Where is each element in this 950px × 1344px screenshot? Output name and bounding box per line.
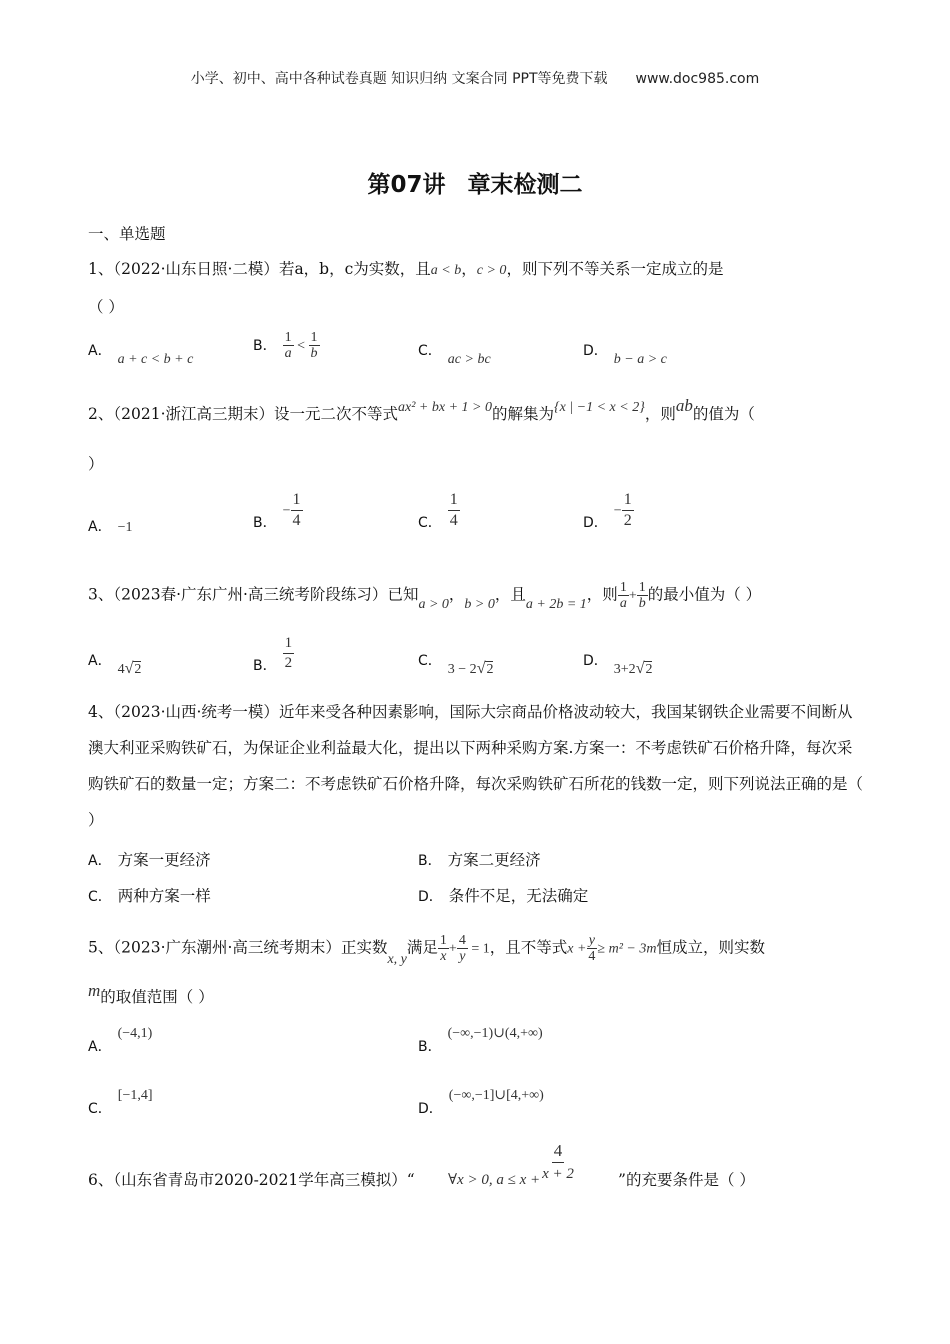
q5-option-b-math: (−∞,−1)∪(4,+∞) (447, 1026, 543, 1041)
q3-text-b: ， (448, 585, 465, 604)
q6-number: 6、 (88, 1171, 114, 1189)
q1-text-a: 若a，b，c为实数，且 (278, 260, 431, 278)
title-lecture: 第07讲 (367, 172, 446, 198)
q3-text-a: 已知 (387, 585, 419, 604)
q1-number: 1、 (88, 260, 114, 278)
q2-text-d: 的值为（ (692, 405, 755, 423)
q4-option-b[interactable]: B． 方案二更经济 (418, 851, 541, 869)
q6-condition: ∀x > 0, a ≤ x + $\frac{4}{x + 2}$ (448, 1141, 574, 1188)
q4-option-a[interactable]: A． 方案一更经济 (88, 851, 211, 869)
q5-option-c[interactable]: C．[−1,4] (88, 1088, 153, 1117)
q6-quote-close: ”的充要条件是（ ） (618, 1171, 755, 1189)
q5-option-a-math: (−4,1) (117, 1026, 153, 1041)
q1-cond-b: c > 0 (476, 263, 507, 278)
q4-source: （2023·山西·统考一模） (113, 703, 279, 721)
q1-option-a[interactable]: A．a + c < b + c (88, 343, 194, 367)
q6-text: 的充要条件是（ ） (625, 1171, 755, 1189)
q3-cond-a: a > 0 (418, 596, 449, 612)
q1-option-c[interactable]: C．ac > bc (418, 343, 491, 367)
q5-line-2 (88, 981, 868, 1009)
header-url[interactable]: www.doc985.com (635, 71, 760, 87)
question-1 (88, 257, 868, 283)
q4-option-c[interactable]: C． 两种方案一样 (88, 887, 211, 905)
q3-number: 3、 (88, 585, 114, 604)
question-2 (88, 396, 868, 428)
q1-option-d[interactable]: D．b − a > c (583, 343, 667, 367)
q1-source: （2022·山东日照·二模） (113, 260, 279, 278)
q5-source: （2023·广东潮州·高三统考期末） (113, 938, 341, 957)
section-heading: 一、单选题 (88, 225, 166, 243)
q3-cond-c: a + 2b = 1 (525, 596, 587, 612)
q2-solution-set: {x | −1 < x < 2} (554, 400, 645, 415)
q5-text-c: ，且不等式 (489, 938, 568, 957)
page-header (0, 68, 950, 88)
question-3: 3、（2023春·广东广州·高三统考阶段练习）已知a > 0，b > 0，且a + 2b = 1，则 $\frac{1}{a}$ + $\frac{1}{b}$ 的最小值为（ ） (88, 580, 762, 612)
q2-text-a: 设一元二次不等式 (274, 405, 399, 423)
q3-option-c[interactable]: C．3 − 2√2 (418, 653, 494, 677)
q4-option-d[interactable]: D． 条件不足，无法确定 (418, 887, 589, 905)
q5-option-d-math: (−∞,−1]∪[4,+∞) (448, 1088, 544, 1103)
q2-option-b[interactable]: B．− $\frac{1}{4}$ (253, 491, 301, 531)
q1-text-b: ， (461, 260, 477, 278)
q6-source: （山东省青岛市2020-2021学年高三模拟） (113, 1171, 407, 1189)
q1-option-d-math: b − a > c (613, 352, 667, 367)
q3-source: （2023春·广东广州·高三统考阶段练习） (113, 585, 388, 604)
q5-option-c-math: [−1,4] (117, 1088, 153, 1103)
q1-option-b[interactable]: B． $\frac{1}{a}$ < $\frac{1}{b}$ (253, 330, 318, 361)
q1-text-c: ，则下列不等关系一定成立的是 (506, 260, 724, 278)
page-title (0, 166, 950, 199)
q4-number: 4、 (88, 703, 114, 721)
q3-cond-b: b > 0 (464, 596, 495, 612)
q5-text-a: 正实数 (340, 938, 388, 957)
title-topic: 章末检测二 (467, 172, 583, 198)
q4-text: 近年来受各种因素影响，国际大宗商品价格波动较大，我国某钢铁企业需要不间断从澳大利亚采购铁矿石，为保证企业利益最大化，提出以下两种采购方案.方案一：不考虑铁矿石价格升降，每次采购铁矿石的数量一定；方案二：不考虑铁矿石价格升降，每次采购铁矿石所花的钱数一定，则下列说法正确的是（ ） (88, 703, 864, 829)
q1-cond-a: a < b (430, 263, 462, 278)
q2-number: 2、 (88, 405, 114, 423)
q5-option-a[interactable]: A．(−4,1) (88, 1026, 153, 1055)
q3-text-e: 的最小值为（ ） (647, 585, 762, 604)
q6-quote-open: “ (406, 1171, 415, 1189)
q2-option-a[interactable]: A． −1 (88, 519, 133, 535)
q2-option-a-math: −1 (117, 520, 133, 535)
q2-text-b: 的解集为 (491, 405, 554, 423)
q2-option-d[interactable]: D．− $\frac{1}{2}$ (583, 491, 632, 531)
q5-option-b[interactable]: B．(−∞,−1)∪(4,+∞) (418, 1026, 543, 1055)
q5-text-e: 的取值范围（ ） (100, 988, 214, 1006)
q5-m: m (88, 981, 101, 1000)
q1-option-a-math: a + c < b + c (117, 352, 194, 367)
question-5: 5、（2023·广东潮州·高三统考期末）正实数x, y满足 $\frac{1}{x}$ + $\frac{4}{y}$ = 1，且不等式x + $\frac{y}{4}$ ≥ m² − 3m恒成立，则实数 (88, 933, 765, 967)
header-text: 小学、初中、高中各种试卷真题 知识归纳 文案合同 PPT等免费下载 (190, 71, 608, 87)
q1-answer-paren: （ ） (88, 298, 124, 316)
q2-source: （2021·浙江高三期末） (113, 405, 274, 423)
q3-option-d[interactable]: D．3+2√2 (583, 653, 653, 677)
q2-text-c: ，则 (644, 405, 676, 423)
q5-text-b: 满足 (406, 938, 438, 957)
q1-option-c-math: ac > bc (447, 352, 491, 367)
q2-ab: ab (675, 396, 693, 415)
q5-text-d: 恒成立，则实数 (656, 938, 765, 957)
q3-option-a[interactable]: A．4√2 (88, 653, 142, 677)
q3-option-b[interactable]: B． $\frac{1}{2}$ (253, 635, 293, 674)
q5-vars: x, y (387, 951, 407, 967)
q5-number: 5、 (88, 938, 114, 957)
q2-option-c[interactable]: C． $\frac{1}{4}$ (418, 491, 458, 531)
q3-text-c: ，且 (494, 585, 526, 604)
q3-text-d: ，则 (586, 585, 618, 604)
q2-inequality: ax² + bx + 1 > 0 (398, 400, 492, 415)
question-6 (88, 1140, 868, 1200)
q5-option-d[interactable]: D．(−∞,−1]∪[4,+∞) (418, 1088, 544, 1117)
q2-close-paren: ） (88, 455, 104, 473)
question-4 (88, 694, 864, 838)
